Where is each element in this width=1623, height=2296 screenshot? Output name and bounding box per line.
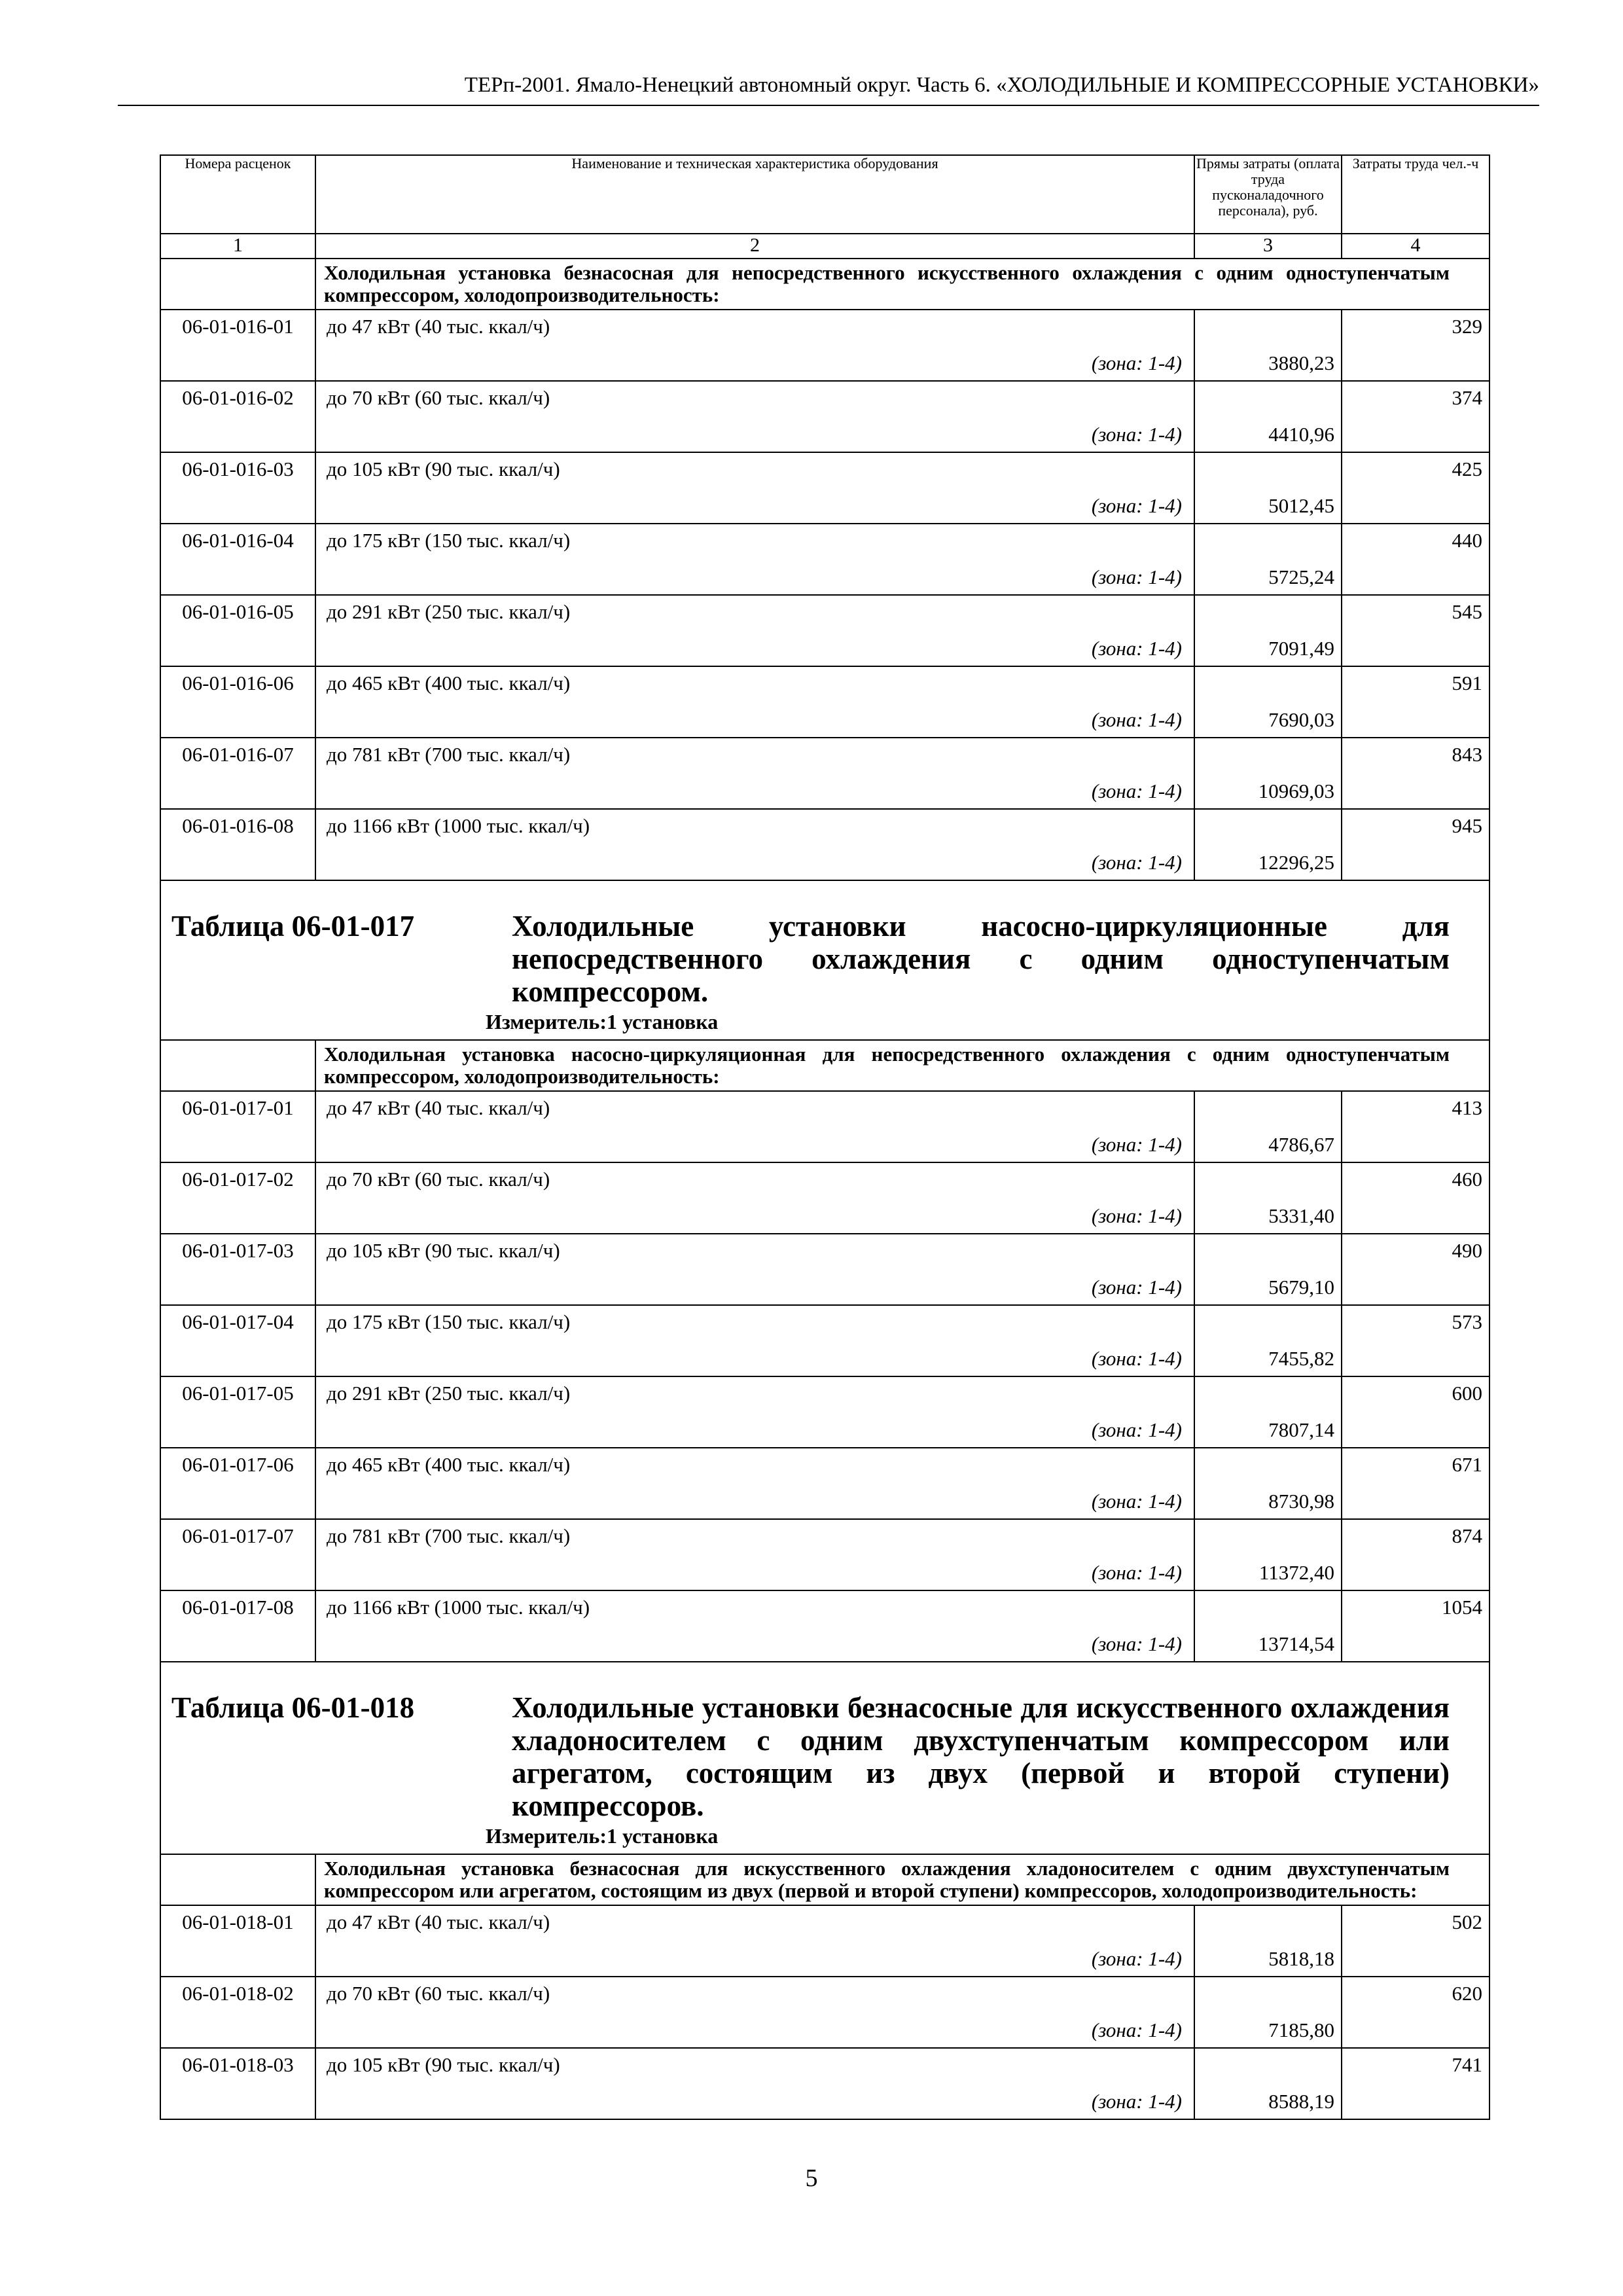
group-code-cell bbox=[160, 259, 315, 310]
rate-code: 06-01-016-07 bbox=[160, 738, 315, 809]
rate-row bbox=[160, 1234, 1489, 1305]
group-code-cell bbox=[160, 1040, 315, 1091]
rate-labor-cell bbox=[1342, 1448, 1489, 1519]
running-header: ТЕРп-2001. Ямало-Ненецкий автономный округ. Часть 6. «ХОЛОДИЛЬНЫЕ И КОМПРЕССОРНЫЕ УСТАНОВКИ» bbox=[464, 73, 1539, 97]
table-heading-line bbox=[171, 910, 1450, 1008]
rate-name: до 175 кВт (150 тыс. ккал/ч) bbox=[327, 1310, 571, 1333]
rate-zone: (зона: 1-4) bbox=[1091, 423, 1182, 446]
rate-labor-cell bbox=[1342, 595, 1489, 666]
rate-code: 06-01-017-04 bbox=[160, 1305, 315, 1376]
rate-name: до 1166 кВт (1000 тыс. ккал/ч) bbox=[327, 1596, 590, 1619]
rate-name-cell bbox=[315, 381, 1194, 452]
table-number: Таблица 06-01-018 bbox=[171, 1691, 415, 1724]
rate-row bbox=[160, 1162, 1489, 1234]
rate-name: до 465 кВт (400 тыс. ккал/ч) bbox=[327, 1453, 571, 1476]
rate-labor: 671 bbox=[1452, 1453, 1482, 1476]
rate-zone: (зона: 1-4) bbox=[1091, 1418, 1182, 1441]
rate-labor-cell bbox=[1342, 1234, 1489, 1305]
rate-name-cell bbox=[315, 1234, 1194, 1305]
rate-cost: 13714,54 bbox=[1258, 1632, 1334, 1655]
group-caption-row-017 bbox=[160, 1040, 1489, 1091]
rate-code: 06-01-017-07 bbox=[160, 1519, 315, 1590]
rate-name-cell bbox=[315, 1091, 1194, 1162]
col-header-codes: Номера расценок bbox=[160, 155, 315, 234]
rate-code: 06-01-017-03 bbox=[160, 1234, 315, 1305]
rate-name-cell bbox=[315, 738, 1194, 809]
rate-code: 06-01-017-01 bbox=[160, 1091, 315, 1162]
rate-cost: 5679,10 bbox=[1268, 1276, 1334, 1299]
rate-cost: 7091,49 bbox=[1268, 637, 1334, 660]
rate-labor-cell bbox=[1342, 2048, 1489, 2119]
table-heading-cell bbox=[160, 880, 1489, 1040]
rate-zone: (зона: 1-4) bbox=[1091, 851, 1182, 874]
rate-labor-cell bbox=[1342, 381, 1489, 452]
rate-labor-cell bbox=[1342, 738, 1489, 809]
rate-name: до 70 кВт (60 тыс. ккал/ч) bbox=[327, 1982, 550, 2005]
rate-row bbox=[160, 1376, 1489, 1448]
rate-row bbox=[160, 1590, 1489, 1662]
table-heading-line bbox=[171, 1691, 1450, 1822]
rates-table bbox=[160, 154, 1490, 2120]
rate-labor: 413 bbox=[1452, 1096, 1482, 1119]
col-header-labor: Затраты труда чел.-ч bbox=[1342, 155, 1489, 234]
rate-labor-cell bbox=[1342, 666, 1489, 738]
rate-cost-cell bbox=[1194, 1091, 1342, 1162]
rate-labor-cell bbox=[1342, 809, 1489, 880]
rate-row bbox=[160, 310, 1489, 381]
rate-name-cell bbox=[315, 1448, 1194, 1519]
rate-labor-cell bbox=[1342, 524, 1489, 595]
rate-cost: 11372,40 bbox=[1258, 1561, 1334, 1584]
rate-cost-cell bbox=[1194, 1234, 1342, 1305]
page-number: 5 bbox=[805, 2164, 818, 2192]
rate-name: до 465 кВт (400 тыс. ккал/ч) bbox=[327, 672, 571, 694]
rate-row bbox=[160, 524, 1489, 595]
rate-name-cell bbox=[315, 809, 1194, 880]
rate-labor: 440 bbox=[1452, 529, 1482, 552]
rate-cost: 7807,14 bbox=[1268, 1418, 1334, 1441]
rate-row bbox=[160, 666, 1489, 738]
rate-name: до 105 кВт (90 тыс. ккал/ч) bbox=[327, 1239, 560, 1262]
rate-code: 06-01-016-03 bbox=[160, 452, 315, 524]
rate-name: до 105 кВт (90 тыс. ккал/ч) bbox=[327, 457, 560, 480]
rate-name: до 1166 кВт (1000 тыс. ккал/ч) bbox=[327, 814, 590, 837]
rate-code: 06-01-016-04 bbox=[160, 524, 315, 595]
rate-cost: 5331,40 bbox=[1268, 1204, 1334, 1227]
rate-zone: (зона: 1-4) bbox=[1091, 1204, 1182, 1227]
rate-labor: 945 bbox=[1452, 814, 1482, 837]
rate-zone: (зона: 1-4) bbox=[1091, 494, 1182, 517]
rate-name-cell bbox=[315, 1162, 1194, 1234]
rate-name-cell bbox=[315, 1519, 1194, 1590]
rate-name-cell bbox=[315, 1305, 1194, 1376]
rate-code: 06-01-017-05 bbox=[160, 1376, 315, 1448]
rate-labor: 741 bbox=[1452, 2053, 1482, 2076]
rate-row bbox=[160, 1905, 1489, 1977]
rate-labor-cell bbox=[1342, 1305, 1489, 1376]
rate-labor-cell bbox=[1342, 1590, 1489, 1662]
rate-cost-cell bbox=[1194, 1905, 1342, 1977]
rate-name: до 105 кВт (90 тыс. ккал/ч) bbox=[327, 2053, 560, 2076]
rate-name: до 781 кВт (700 тыс. ккал/ч) bbox=[327, 743, 571, 766]
rate-name: до 175 кВт (150 тыс. ккал/ч) bbox=[327, 529, 571, 552]
rate-name: до 70 кВт (60 тыс. ккал/ч) bbox=[327, 1168, 550, 1191]
rate-cost: 5725,24 bbox=[1268, 565, 1334, 588]
rate-code: 06-01-016-05 bbox=[160, 595, 315, 666]
rate-labor: 460 bbox=[1452, 1168, 1482, 1191]
rate-cost: 7690,03 bbox=[1268, 708, 1334, 731]
rate-cost-cell bbox=[1194, 1305, 1342, 1376]
rate-code: 06-01-016-06 bbox=[160, 666, 315, 738]
group-caption-row-018 bbox=[160, 1854, 1489, 1905]
rate-row bbox=[160, 381, 1489, 452]
rate-labor: 545 bbox=[1452, 600, 1482, 623]
table-heading-cell bbox=[160, 1662, 1489, 1854]
rate-cost: 5818,18 bbox=[1268, 1947, 1334, 1970]
rate-cost-cell bbox=[1194, 738, 1342, 809]
table-title: Холодильные установки безнасосные для искусственного охлаждения хладоносителем с одним двухступенчатым компрессором или агрегатом, состоящим из двух (первой и второй ступени) компрессоров. bbox=[512, 1691, 1450, 1822]
table-heading-017 bbox=[160, 880, 1489, 1040]
rate-name-cell bbox=[315, 524, 1194, 595]
rate-cost-cell bbox=[1194, 1519, 1342, 1590]
table-measure: Измеритель:1 установка bbox=[486, 1010, 719, 1033]
rate-labor-cell bbox=[1342, 1905, 1489, 1977]
rate-name: до 47 кВт (40 тыс. ккал/ч) bbox=[327, 1096, 550, 1119]
rate-cost: 3880,23 bbox=[1268, 351, 1334, 374]
rate-labor: 425 bbox=[1452, 457, 1482, 480]
rate-zone: (зона: 1-4) bbox=[1091, 1133, 1182, 1156]
rate-row bbox=[160, 1305, 1489, 1376]
rate-zone: (зона: 1-4) bbox=[1091, 1490, 1182, 1513]
header-rule bbox=[118, 105, 1539, 106]
rate-code: 06-01-016-02 bbox=[160, 381, 315, 452]
rate-labor: 843 bbox=[1452, 743, 1482, 766]
rate-name-cell bbox=[315, 666, 1194, 738]
rate-code: 06-01-018-02 bbox=[160, 1977, 315, 2048]
rate-cost-cell bbox=[1194, 524, 1342, 595]
rate-labor: 502 bbox=[1452, 1910, 1482, 1933]
rate-cost-cell bbox=[1194, 1162, 1342, 1234]
rate-row bbox=[160, 452, 1489, 524]
rate-code: 06-01-018-01 bbox=[160, 1905, 315, 1977]
rate-row bbox=[160, 2048, 1489, 2119]
rate-zone: (зона: 1-4) bbox=[1091, 1276, 1182, 1299]
rate-labor: 600 bbox=[1452, 1382, 1482, 1405]
group-caption: Холодильная установка насосно-циркуляционная для непосредственного охлаждения с одним одноступенчатым компрессором, холодопроизводительность: bbox=[315, 1040, 1489, 1091]
rate-code: 06-01-017-08 bbox=[160, 1590, 315, 1662]
rate-cost-cell bbox=[1194, 595, 1342, 666]
rate-code: 06-01-016-01 bbox=[160, 310, 315, 381]
rate-cost-cell bbox=[1194, 1448, 1342, 1519]
rate-name-cell bbox=[315, 452, 1194, 524]
rate-name-cell bbox=[315, 1977, 1194, 2048]
rate-row bbox=[160, 1519, 1489, 1590]
rate-zone: (зона: 1-4) bbox=[1091, 1632, 1182, 1655]
rate-row bbox=[160, 1091, 1489, 1162]
rate-cost: 5012,45 bbox=[1268, 494, 1334, 517]
rate-cost-cell bbox=[1194, 809, 1342, 880]
col-number-4: 4 bbox=[1342, 234, 1489, 259]
rate-name-cell bbox=[315, 595, 1194, 666]
rate-code: 06-01-017-06 bbox=[160, 1448, 315, 1519]
rate-name-cell bbox=[315, 2048, 1194, 2119]
rate-labor-cell bbox=[1342, 1162, 1489, 1234]
table-measure: Измеритель:1 установка bbox=[486, 1824, 719, 1848]
rate-zone: (зона: 1-4) bbox=[1091, 637, 1182, 660]
rate-labor: 573 bbox=[1452, 1310, 1482, 1333]
rate-zone: (зона: 1-4) bbox=[1091, 351, 1182, 374]
group-caption: Холодильная установка безнасосная для непосредственного искусственного охлаждения с одним одноступенчатым компрессором, холодопроизводительность: bbox=[315, 259, 1489, 310]
rate-name: до 70 кВт (60 тыс. ккал/ч) bbox=[327, 386, 550, 409]
table-number: Таблица 06-01-017 bbox=[171, 910, 415, 942]
rate-labor: 374 bbox=[1452, 386, 1482, 409]
rate-row bbox=[160, 809, 1489, 880]
rate-cost-cell bbox=[1194, 666, 1342, 738]
rate-code: 06-01-016-08 bbox=[160, 809, 315, 880]
rate-cost: 12296,25 bbox=[1258, 851, 1334, 874]
rate-cost-cell bbox=[1194, 452, 1342, 524]
rate-row bbox=[160, 595, 1489, 666]
rate-cost-cell bbox=[1194, 1590, 1342, 1662]
rate-labor-cell bbox=[1342, 1091, 1489, 1162]
document-body bbox=[160, 154, 1489, 2120]
rate-cost-cell bbox=[1194, 1977, 1342, 2048]
rate-zone: (зона: 1-4) bbox=[1091, 2018, 1182, 2041]
rate-name: до 47 кВт (40 тыс. ккал/ч) bbox=[327, 1910, 550, 1933]
rate-cost: 4786,67 bbox=[1268, 1133, 1334, 1156]
rate-name: до 291 кВт (250 тыс. ккал/ч) bbox=[327, 600, 571, 623]
rate-name-cell bbox=[315, 310, 1194, 381]
rate-row bbox=[160, 1977, 1489, 2048]
rate-labor-cell bbox=[1342, 1519, 1489, 1590]
rate-cost-cell bbox=[1194, 2048, 1342, 2119]
rate-name-cell bbox=[315, 1376, 1194, 1448]
rate-cost: 4410,96 bbox=[1268, 423, 1334, 446]
rate-labor-cell bbox=[1342, 452, 1489, 524]
rate-labor: 620 bbox=[1452, 1982, 1482, 2005]
rate-labor-cell bbox=[1342, 1977, 1489, 2048]
col-header-name: Наименование и техническая характеристика оборудования bbox=[315, 155, 1194, 234]
rate-labor: 874 bbox=[1452, 1524, 1482, 1547]
rate-cost: 7455,82 bbox=[1268, 1347, 1334, 1370]
rate-labor-cell bbox=[1342, 1376, 1489, 1448]
rate-zone: (зона: 1-4) bbox=[1091, 1947, 1182, 1970]
rate-zone: (зона: 1-4) bbox=[1091, 565, 1182, 588]
table-title: Холодильные установки насосно-циркуляционные для непосредственного охлаждения с одним одноступенчатым компрессором. bbox=[512, 910, 1450, 1008]
rate-zone: (зона: 1-4) bbox=[1091, 2090, 1182, 2113]
rate-row bbox=[160, 1448, 1489, 1519]
rate-name-cell bbox=[315, 1590, 1194, 1662]
rate-cost: 8588,19 bbox=[1268, 2090, 1334, 2113]
rate-name: до 291 кВт (250 тыс. ккал/ч) bbox=[327, 1382, 571, 1405]
column-number-row bbox=[160, 234, 1489, 259]
col-header-cost: Прямы затраты (оплата труда пусконаладочного персонала), руб. bbox=[1194, 155, 1342, 234]
col-number-1: 1 bbox=[160, 234, 315, 259]
rate-labor: 490 bbox=[1452, 1239, 1482, 1262]
rate-zone: (зона: 1-4) bbox=[1091, 1347, 1182, 1370]
rate-row bbox=[160, 738, 1489, 809]
rate-labor: 1054 bbox=[1442, 1596, 1482, 1619]
table-heading-018 bbox=[160, 1662, 1489, 1854]
rate-zone: (зона: 1-4) bbox=[1091, 1561, 1182, 1584]
rate-cost: 8730,98 bbox=[1268, 1490, 1334, 1513]
rate-zone: (зона: 1-4) bbox=[1091, 780, 1182, 802]
rate-cost: 10969,03 bbox=[1258, 780, 1334, 802]
rate-name: до 47 кВт (40 тыс. ккал/ч) bbox=[327, 315, 550, 338]
column-header-row bbox=[160, 155, 1489, 234]
rate-zone: (зона: 1-4) bbox=[1091, 708, 1182, 731]
rate-cost-cell bbox=[1194, 1376, 1342, 1448]
rate-cost-cell bbox=[1194, 310, 1342, 381]
rate-name-cell bbox=[315, 1905, 1194, 1977]
rate-labor: 591 bbox=[1452, 672, 1482, 694]
col-number-3: 3 bbox=[1194, 234, 1342, 259]
rate-labor-cell bbox=[1342, 310, 1489, 381]
group-code-cell bbox=[160, 1854, 315, 1905]
group-caption: Холодильная установка безнасосная для искусственного охлаждения хладоносителем с одним двухступенчатым компрессором или агрегатом, состоящим из двух (первой и второй ступени) компрессоров, холодопроизводительность: bbox=[315, 1854, 1489, 1905]
rate-name: до 781 кВт (700 тыс. ккал/ч) bbox=[327, 1524, 571, 1547]
col-number-2: 2 bbox=[315, 234, 1194, 259]
rate-code: 06-01-017-02 bbox=[160, 1162, 315, 1234]
rate-cost-cell bbox=[1194, 381, 1342, 452]
rate-cost: 7185,80 bbox=[1268, 2018, 1334, 2041]
rate-labor: 329 bbox=[1452, 315, 1482, 338]
rate-code: 06-01-018-03 bbox=[160, 2048, 315, 2119]
group-caption-row-016 bbox=[160, 259, 1489, 310]
